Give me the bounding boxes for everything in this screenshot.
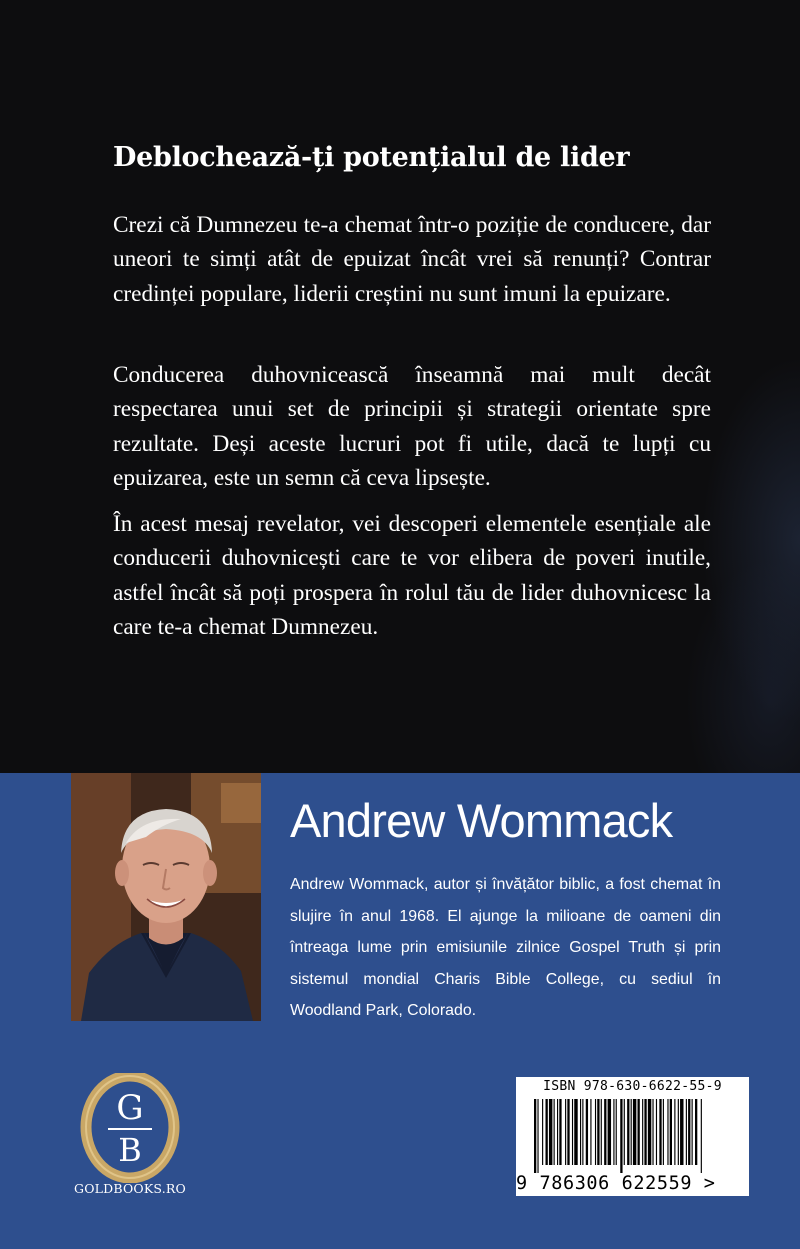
barcode-bar bbox=[613, 1099, 614, 1165]
barcode-bar bbox=[638, 1099, 640, 1165]
barcode-bar bbox=[695, 1099, 697, 1165]
author-panel bbox=[0, 773, 800, 1249]
description-paragraph-2: Conducerea duhovnicească înseamnă mai mult decât respectarea unui set de principii și strategii orientate spre rezultate. Deși aceste lucruri pot fi utile, dacă te lupți cu epuizarea, este un semn că ceva lipsește. bbox=[113, 362, 711, 491]
logo-letter-g: G bbox=[116, 1088, 144, 1128]
barcode-bar bbox=[627, 1099, 629, 1165]
barcode-bar bbox=[557, 1099, 558, 1165]
author-photo bbox=[71, 773, 261, 1021]
barcode-bar bbox=[608, 1099, 611, 1165]
author-first-name: Andrew bbox=[290, 794, 445, 847]
isbn-barcode bbox=[516, 1077, 749, 1196]
barcode-bar bbox=[597, 1099, 599, 1165]
barcode-bar bbox=[582, 1099, 583, 1165]
barcode-bar bbox=[604, 1099, 606, 1165]
barcode-bar bbox=[595, 1099, 596, 1165]
ean-digits: 9 786306 622559 > bbox=[516, 1173, 716, 1194]
barcode-bar bbox=[549, 1099, 552, 1165]
barcode-bar bbox=[586, 1099, 588, 1165]
goldbooks-logo-emblem bbox=[70, 1073, 190, 1183]
barcode-bar bbox=[644, 1099, 646, 1165]
barcode-bar bbox=[663, 1099, 664, 1165]
isbn-label: ISBN 978-630-6622-55-9 bbox=[543, 1079, 722, 1094]
barcode-bars bbox=[524, 1099, 741, 1173]
barcode-bar bbox=[624, 1099, 625, 1165]
barcode-bar bbox=[616, 1099, 617, 1165]
barcode-bar bbox=[580, 1099, 581, 1165]
barcode-bar bbox=[633, 1099, 636, 1165]
barcode-bar bbox=[680, 1099, 683, 1165]
author-name bbox=[290, 793, 672, 848]
barcode-bar bbox=[565, 1099, 566, 1165]
logo-letter-b: B bbox=[118, 1131, 142, 1169]
barcode-bar bbox=[688, 1099, 690, 1165]
barcode-bar bbox=[574, 1099, 577, 1165]
barcode-bar bbox=[559, 1099, 561, 1165]
barcode-bar bbox=[659, 1099, 661, 1165]
author-last-name: Wommack bbox=[456, 794, 673, 847]
barcode-bar bbox=[554, 1099, 555, 1165]
description-paragraph-3: În acest mesaj revelator, vei descoperi elementele esențiale ale conducerii duhovnicești care te vor elibera de poveri inutile, astfel încât să poți prospera în rolul tău de lider duhovnicesc la care te-a chemat Dumnezeu. bbox=[113, 511, 711, 640]
barcode-bar bbox=[542, 1099, 543, 1165]
author-bio: Andrew Wommack, autor și învățător biblic, a fost chemat în slujire în anul 1968. El ajunge la milioane de oameni din întreaga lume prin emisiunile zilnice Gospel Truth și prin sistemul mondial Charis Bible College, cu sediul în Woodland Park, Colorado. bbox=[290, 876, 721, 1019]
barcode-bar bbox=[686, 1099, 687, 1165]
barcode-bar bbox=[534, 1099, 536, 1173]
author-portrait-illustration bbox=[71, 773, 261, 1021]
barcode-bar bbox=[567, 1099, 569, 1165]
description-paragraph-1: Crezi că Dumnezeu te-a chemat într-o poziție de conducere, dar uneori te simți atât de epuizat încât vrei să renunți? Contrar credinței populare, liderii creștini nu sunt imuni la epuizare. bbox=[113, 212, 711, 307]
barcode-bar bbox=[537, 1099, 538, 1173]
barcode-bar bbox=[656, 1099, 657, 1165]
barcode-bar bbox=[642, 1099, 643, 1165]
barcode-bar bbox=[678, 1099, 679, 1165]
barcode-bar bbox=[670, 1099, 672, 1165]
barcode-bar bbox=[701, 1099, 702, 1173]
publisher-website: GOLDBOOKS.RO bbox=[74, 1181, 186, 1196]
barcode-bar bbox=[692, 1099, 693, 1165]
barcode-bar bbox=[674, 1099, 675, 1165]
barcode-bar bbox=[648, 1099, 651, 1165]
barcode-bar bbox=[546, 1099, 548, 1165]
barcode-bar bbox=[620, 1099, 622, 1173]
barcode-bar bbox=[590, 1099, 591, 1165]
barcode-bar bbox=[652, 1099, 653, 1165]
back-cover-heading: Deblochează-ți potențialul de lider bbox=[113, 142, 630, 173]
barcode-bar bbox=[572, 1099, 573, 1165]
barcode-bar bbox=[631, 1099, 632, 1165]
barcode-bar bbox=[601, 1099, 602, 1165]
barcode-bar bbox=[667, 1099, 668, 1165]
